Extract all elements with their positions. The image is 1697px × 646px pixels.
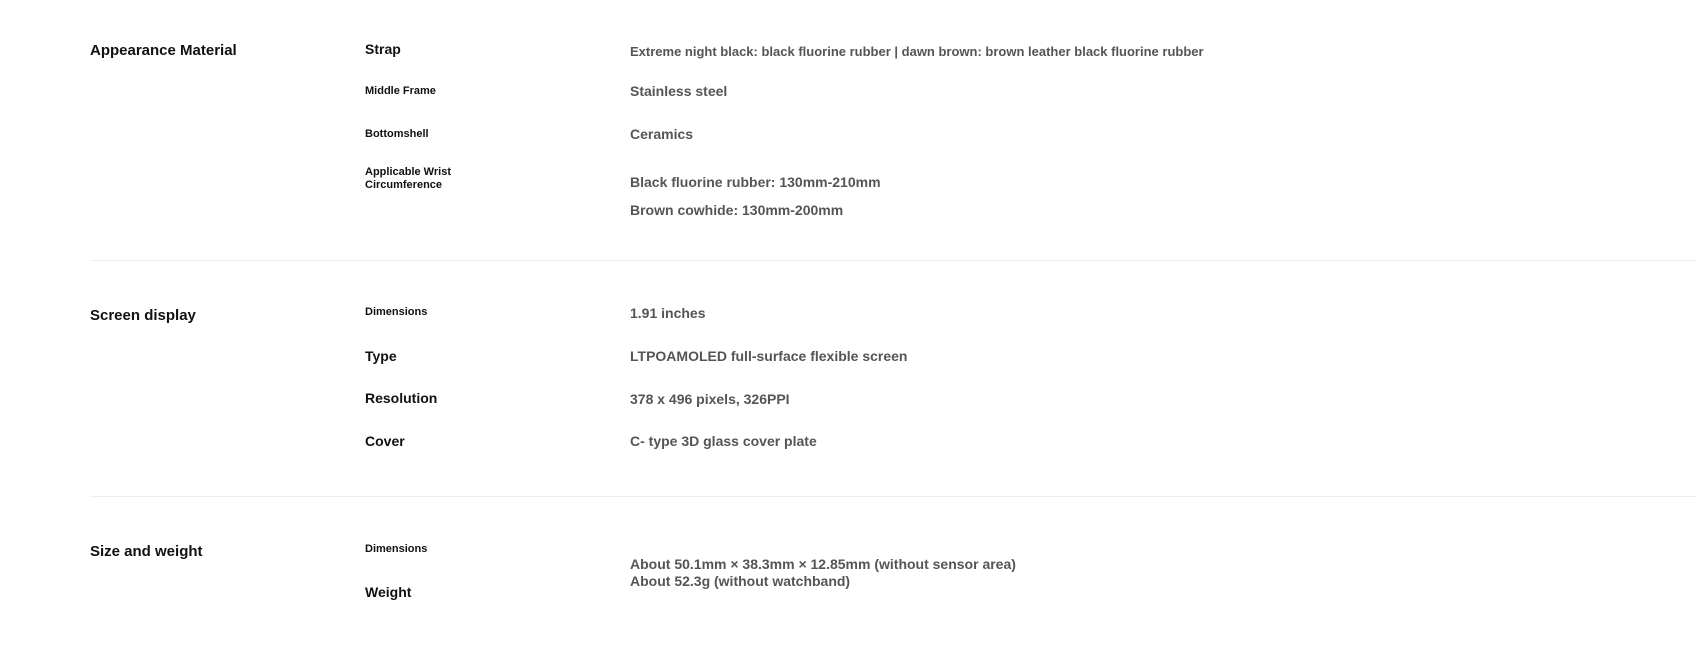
spec-value-bottomshell: Ceramics: [630, 126, 694, 142]
spec-value-resolution: 378 x 496 pixels, 326PPI: [630, 391, 790, 407]
spec-label-weight: Weight: [365, 584, 412, 600]
spec-value-weight: About 52.3g (without watchband): [630, 573, 851, 589]
section-title: Size and weight: [90, 543, 203, 560]
spec-value-line: Black fluorine rubber: 130mm-210mm: [630, 174, 881, 190]
spec-label-line: Applicable Wrist: [365, 166, 451, 178]
spec-value-middle-frame: Stainless steel: [630, 83, 728, 99]
spec-value-type: LTPOAMOLED full-surface flexible screen: [630, 348, 908, 364]
spec-label-resolution: Resolution: [365, 390, 438, 406]
spec-value-dimensions: About 50.1mm × 38.3mm × 12.85mm (without sensor area): [630, 556, 1016, 572]
spec-label-dimensions: Dimensions: [365, 543, 428, 555]
spec-label-bottomshell: Bottomshell: [365, 128, 429, 140]
spec-label-type: Type: [365, 348, 397, 364]
spec-value-strap: Extreme night black: black fluorine rubber | dawn brown: brown leather black fluorine rubber: [630, 44, 1204, 59]
spec-value-dimensions: 1.91 inches: [630, 305, 706, 321]
spec-label-middle-frame: Middle Frame: [365, 85, 436, 97]
spec-value-line: Brown cowhide: 130mm-200mm: [630, 202, 844, 218]
section-title: Appearance Material: [90, 42, 237, 59]
spec-value-cover: C- type 3D glass cover plate: [630, 433, 817, 449]
spec-label-strap: Strap: [365, 41, 401, 57]
spec-label-dimensions: Dimensions: [365, 306, 428, 318]
section-size-weight: [90, 0, 1697, 646]
spec-label-cover: Cover: [365, 433, 405, 449]
spec-label-line: Circumference: [365, 179, 443, 192]
section-title: Screen display: [90, 307, 196, 324]
